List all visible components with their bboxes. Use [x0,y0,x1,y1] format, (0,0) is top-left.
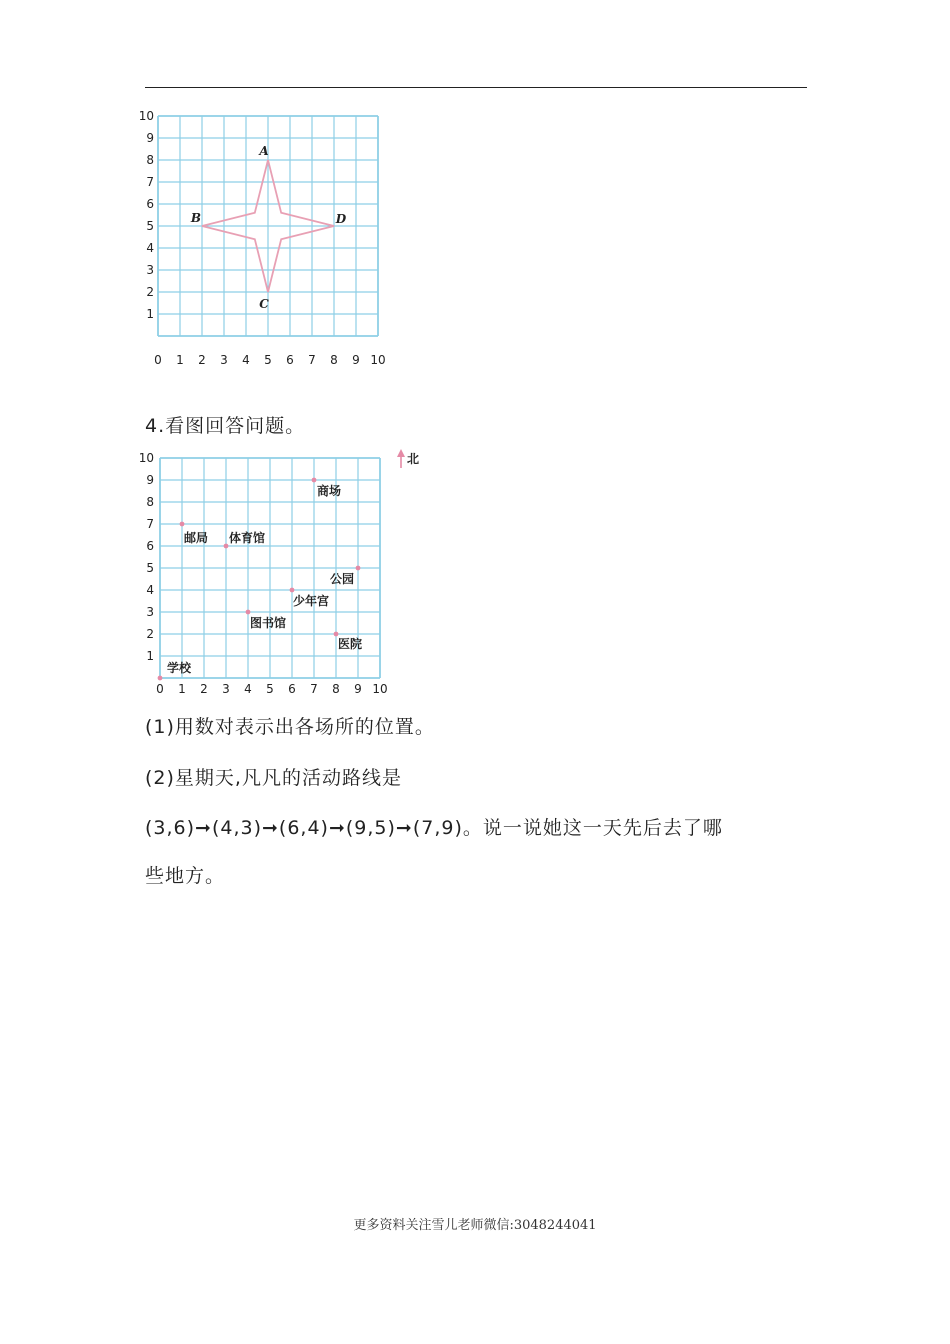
location-point [290,588,295,593]
vertex-label: D [335,212,347,226]
map-grid-figure [140,448,430,700]
x-tick-label: 10 [370,353,386,367]
y-tick-label: 7 [146,175,154,189]
x-tick-label: 7 [310,682,318,696]
location-label: 学校 [167,661,192,675]
x-tick-label: 1 [178,682,186,696]
x-tick-label: 2 [200,682,208,696]
x-tick-label: 6 [288,682,296,696]
x-tick-label: 4 [242,353,250,367]
question-4-title: 4.看图回答问题。 [145,415,306,437]
y-tick-label: 8 [146,153,154,167]
x-tick-label: 7 [308,353,316,367]
sub-question-2-line2: (3,6)➞(4,3)➞(6,4)➞(9,5)➞(7,9)。说一说她这一天先后去了哪 [145,817,723,839]
north-arrowhead-icon [397,449,405,457]
x-tick-label: 6 [286,353,294,367]
location-label: 体育馆 [229,531,266,545]
location-label: 医院 [338,637,363,651]
vertex-label: B [190,211,202,225]
x-tick-label: 3 [220,353,228,367]
y-tick-label: 4 [146,241,154,255]
top-rule [145,87,807,88]
footer-note: 更多资料关注雪儿老师微信:3048244041 [353,1218,597,1233]
y-tick-label: 5 [146,219,154,233]
y-tick-label: 3 [146,263,154,277]
location-point [158,676,163,681]
y-tick-label: 6 [146,539,154,553]
location-label: 图书馆 [250,616,287,630]
x-tick-label: 1 [176,353,184,367]
y-tick-label: 2 [146,285,154,299]
y-tick-label: 9 [146,473,154,487]
x-tick-label: 8 [330,353,338,367]
y-tick-label: 7 [146,517,154,531]
x-tick-label: 2 [198,353,206,367]
location-point [334,632,339,637]
y-tick-label: 5 [146,561,154,575]
y-tick-label: 3 [146,605,154,619]
y-tick-label: 8 [146,495,154,509]
y-tick-label: 9 [146,131,154,145]
sub-question-2-line3: 些地方。 [145,865,226,887]
location-point [246,610,251,615]
location-point [224,544,229,549]
x-tick-label: 10 [372,682,388,696]
y-tick-label: 1 [146,649,154,663]
x-tick-label: 0 [156,682,164,696]
sub-question-2-line1: (2)星期天,凡凡的活动路线是 [145,767,402,789]
x-tick-label: 0 [154,353,162,367]
location-label: 公园 [329,572,354,586]
x-tick-label: 9 [354,682,362,696]
y-tick-label: 10 [138,451,154,465]
star-grid-figure [138,109,400,373]
sub-question-1: (1)用数对表示出各场所的位置。 [145,716,435,738]
x-tick-label: 3 [222,682,230,696]
x-tick-label: 5 [266,682,274,696]
x-tick-label: 9 [352,353,360,367]
y-tick-label: 4 [146,583,154,597]
y-tick-label: 1 [146,307,154,321]
north-label: 北 [407,452,420,466]
location-label: 少年宫 [293,594,330,608]
x-tick-label: 8 [332,682,340,696]
location-point [356,566,361,571]
x-tick-label: 4 [244,682,252,696]
y-tick-label: 2 [146,627,154,641]
x-tick-label: 5 [264,353,272,367]
y-tick-label: 6 [146,197,154,211]
vertex-label: C [259,297,269,311]
location-point [180,522,185,527]
vertex-label: A [259,144,269,158]
location-point [312,478,317,483]
location-label: 商场 [317,484,342,498]
y-tick-label: 10 [138,109,154,123]
location-label: 邮局 [184,531,209,545]
